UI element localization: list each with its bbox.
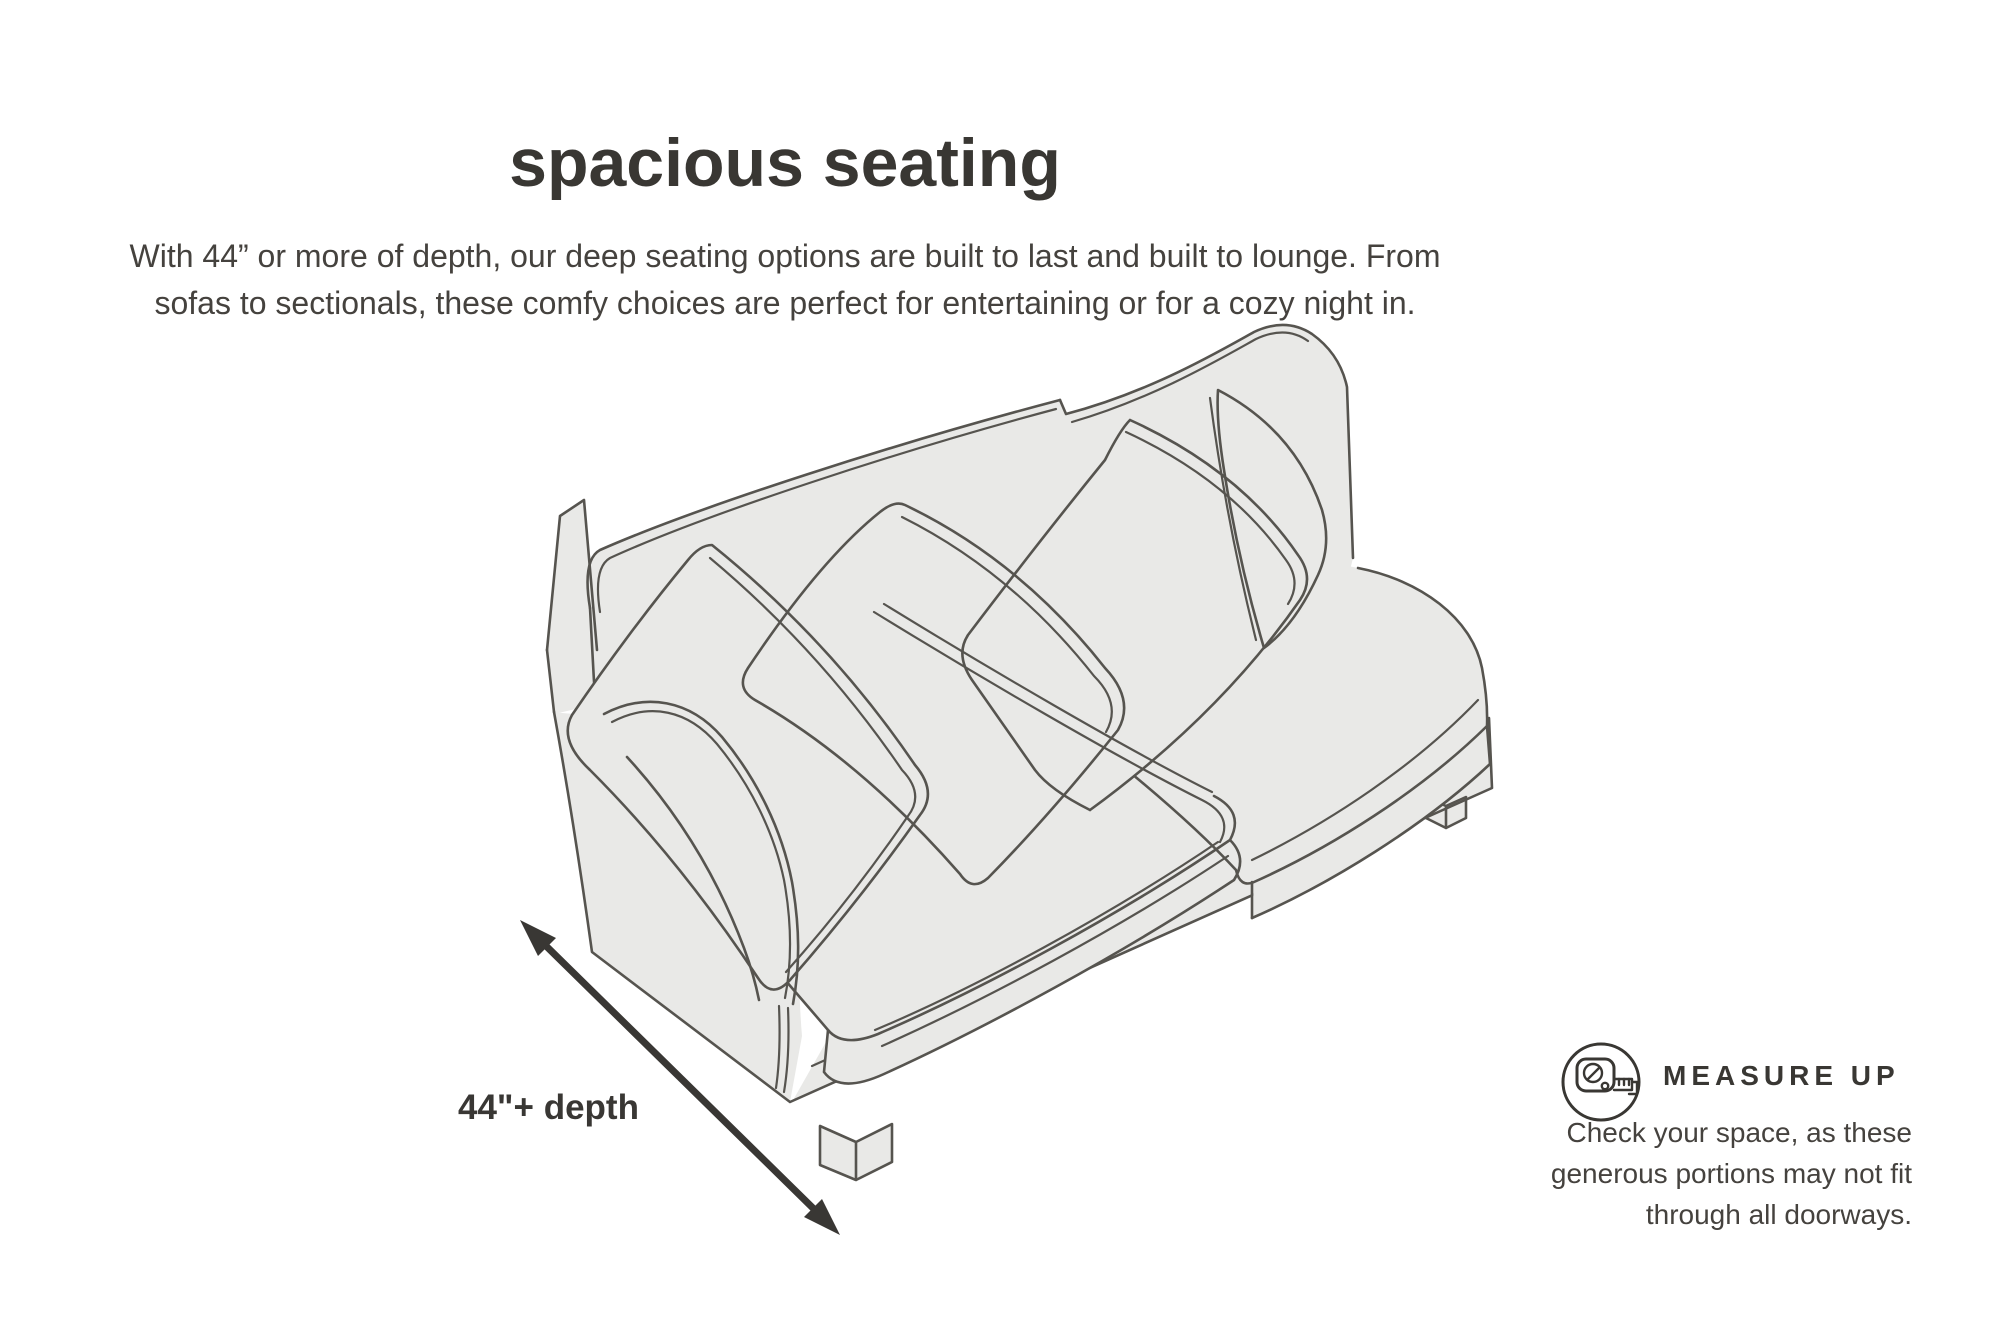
measure-up-note-line-1: Check your space, as these <box>1566 1117 1912 1148</box>
depth-dimension-label: 44"+ depth <box>458 1088 639 1127</box>
sofa-illustration <box>547 325 1492 1180</box>
measure-up-note <box>1512 1112 1912 1235</box>
subtitle-line-2: sofas to sectionals, these comfy choices are perfect for entertaining or for a cozy night in. <box>154 285 1416 321</box>
measuring-tape-icon <box>1563 1044 1639 1120</box>
measure-up-note-line-3: through all doorways. <box>1645 1199 1912 1230</box>
measure-up-note-line-2: generous portions may not fit <box>1550 1158 1912 1189</box>
subtitle-line-1: With 44” or more of depth, our deep seating options are built to last and built to lounge. From <box>129 238 1441 274</box>
page-title: spacious seating <box>509 124 1061 201</box>
measure-up-heading: MEASURE UP <box>1663 1060 1900 1091</box>
